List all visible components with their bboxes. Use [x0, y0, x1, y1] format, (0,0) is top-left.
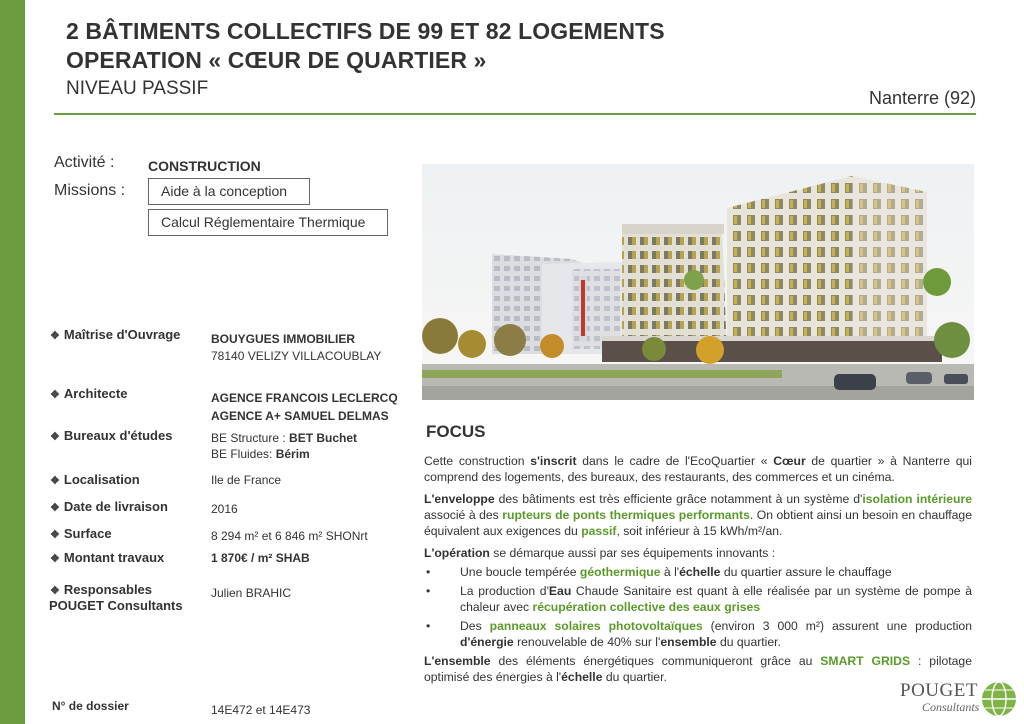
- diamond-bullet-icon: ❖: [50, 553, 60, 565]
- focus-body: [424, 453, 972, 691]
- bureaux-etudes-fluides: BE Fluides: Bérim: [211, 447, 310, 461]
- activity-value: CONSTRUCTION: [148, 158, 261, 174]
- missions-label: Missions :: [54, 182, 126, 199]
- logo-subtitle: Consultants: [922, 700, 980, 714]
- mission-box-conception: Aide à la conception: [148, 178, 310, 205]
- localisation-value: Ile de France: [211, 473, 282, 487]
- montant-travaux-value: 1 870€ / m² SHAB: [211, 551, 310, 565]
- maitrise-ouvrage-address: 78140 VELIZY VILLACOUBLAY: [211, 349, 382, 363]
- surface-label: ❖ Surface: [50, 526, 112, 541]
- diamond-bullet-icon: ❖: [50, 502, 60, 514]
- focus-bullet-list: [424, 564, 972, 650]
- localisation-label: ❖ Localisation: [50, 472, 140, 487]
- diamond-bullet-icon: ❖: [50, 389, 60, 401]
- globe-icon: [980, 680, 1018, 718]
- green-side-bar: [0, 0, 25, 724]
- diamond-bullet-icon: ❖: [50, 431, 60, 443]
- dossier-value: 14E472 et 14E473: [211, 703, 311, 717]
- responsables-value: Julien BRAHIC: [211, 586, 292, 600]
- activity-label: Activité :: [54, 154, 115, 171]
- montant-travaux-label: ❖ Montant travaux: [50, 550, 165, 565]
- dossier-label: N° de dossier: [52, 699, 129, 713]
- page-title-line2: OPERATION « CŒUR DE QUARTIER »: [66, 47, 487, 73]
- pouget-logo: [900, 680, 1020, 724]
- logo-name: POUGET: [900, 680, 978, 701]
- focus-title: FOCUS: [426, 422, 486, 441]
- responsables-label: ❖ Responsables: [50, 582, 153, 597]
- project-location: Nanterre (92): [868, 88, 976, 108]
- list-item: • Une boucle tempérée géothermique à l'échelle du quartier assure le chauffage: [426, 565, 892, 579]
- date-livraison-label: ❖ Date de livraison: [50, 499, 168, 514]
- list-item: • Des panneaux solaires photovoltaïques (environ 3 000 m²) assurent une production d'énergie renouvelable de 40% sur l'ensemble du quartier.: [426, 619, 972, 649]
- focus-paragraph-2: L'enveloppe des bâtiments est très efficiente grâce notamment à un système d'isolation intérieure associé à des rupteurs de ponts thermiques performants. On obtient ainsi un besoin en chauffage équivalent aux exigences du passif, soit inférieur à 15 kWh/m²/an.: [424, 492, 972, 538]
- maitrise-ouvrage-value: BOUYGUES IMMOBILIER: [211, 332, 356, 346]
- architecte-value-1: AGENCE FRANCOIS LECLERCQ: [211, 391, 398, 405]
- list-item: • La production d'Eau Chaude Sanitaire est quant à elle réalisée par un système de pompe à chaleur avec récupération collective des eaux grises: [426, 584, 972, 614]
- page-title-line1: 2 BÂTIMENTS COLLECTIFS DE 99 ET 82 LOGEMENTS: [66, 18, 665, 44]
- surface-value: 8 294 m² et 6 846 m² SHONrt: [211, 529, 368, 543]
- focus-paragraph-1: Cette construction s'inscrit dans le cadre de l'EcoQuartier « Cœur de quartier » à Nanterre qui comprend des logements, des bureaux, des restaurants, des commerces et un cinéma.: [424, 454, 973, 484]
- bureaux-etudes-structure: BE Structure : BET Buchet: [211, 431, 358, 445]
- building-rendering-image: [422, 164, 974, 400]
- focus-paragraph-4: L'ensemble des éléments énergétiques communiqueront grâce au SMART GRIDS : pilotage optimisé des énergies à l'échelle du quartier.: [424, 654, 972, 684]
- diamond-bullet-icon: ❖: [50, 475, 60, 487]
- date-livraison-value: 2016: [211, 502, 238, 516]
- responsables-company: POUGET Consultants: [49, 598, 183, 613]
- bureaux-etudes-label: ❖ Bureaux d'études: [50, 428, 173, 443]
- header-divider: [54, 113, 976, 115]
- architecte-label: ❖ Architecte: [50, 386, 128, 401]
- diamond-bullet-icon: ❖: [50, 585, 60, 597]
- diamond-bullet-icon: ❖: [50, 529, 60, 541]
- diamond-bullet-icon: ❖: [50, 330, 60, 342]
- architecte-value-2: AGENCE A+ SAMUEL DELMAS: [211, 409, 389, 423]
- mission-box-thermique: Calcul Réglementaire Thermique: [148, 209, 388, 236]
- focus-paragraph-3: L'opération se démarque aussi par ses équipements innovants :: [424, 546, 776, 560]
- maitrise-ouvrage-label: ❖ Maîtrise d'Ouvrage: [50, 327, 181, 342]
- page-subtitle: NIVEAU PASSIF: [66, 78, 209, 99]
